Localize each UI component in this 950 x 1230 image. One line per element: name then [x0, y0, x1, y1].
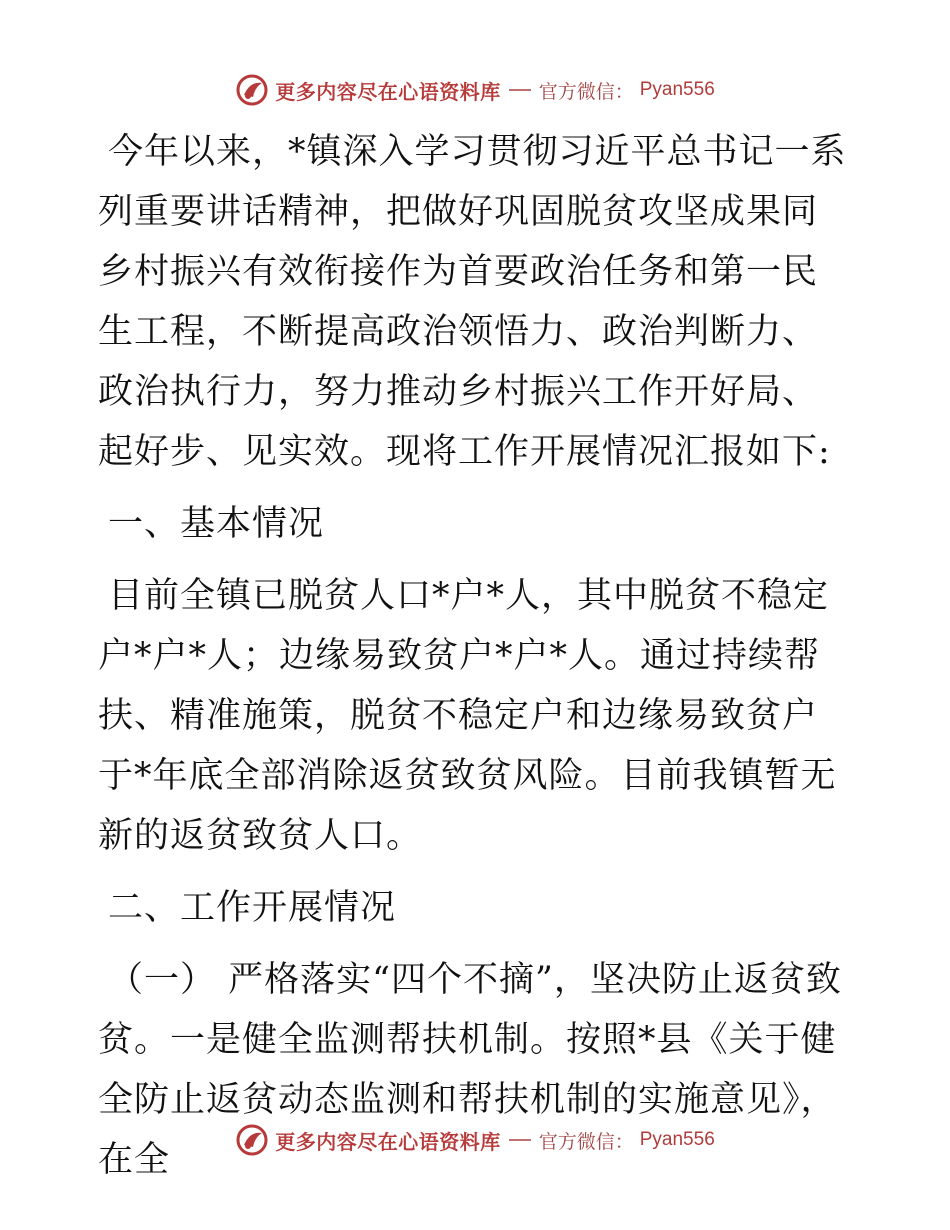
watermark-wechat-id: Pyan556: [639, 1129, 715, 1150]
section1-paragraph: 目前全镇已脱贫人口*户*人，其中脱贫不稳定户*户*人；边缘易致贫户*户*人。通过持续帮扶、精准施策，脱贫不稳定户和边缘易致贫户于*年底全部消除返贫致贫风险。目前我镇暂无新的返贫致贫人口。: [98, 576, 837, 856]
section2-sub1-paragraph: （一） 严格落实“四个不摘”，坚决防止返贫致贫。一是健全监测帮扶机制。按照*县《关于健全防止返贫动态监测和帮扶机制的实施意见》，在全: [98, 960, 842, 1180]
section2-heading: 二、工作开展情况: [108, 888, 397, 928]
watermark-brand-text: 更多内容尽在心语资料库: [275, 79, 501, 104]
watermark-banner-top: [0, 70, 950, 110]
document-body: [98, 122, 850, 1190]
intro-paragraph: 今年以来，*镇深入学习贯彻习近平总书记一系列重要讲话精神，把做好巩固脱贫攻坚成果同乡村振兴有效衔接作为首要政治任务和第一民生工程，不断提高政治领悟力、政治判断力、政治执行力，努力推动乡村振兴工作开好局、起好步、见实效。现将工作开展情况汇报如下:: [98, 132, 847, 472]
watermark-banner-bottom: [0, 1120, 950, 1160]
watermark-official-label: 官方微信：: [538, 1130, 634, 1153]
seal-logo-icon: [235, 73, 269, 107]
section1-heading: 一、基本情况: [108, 504, 325, 544]
watermark-dash: [509, 89, 531, 91]
watermark-wechat-id: Pyan556: [639, 79, 715, 100]
watermark-brand-text: 更多内容尽在心语资料库: [275, 1129, 501, 1154]
seal-logo-icon: [235, 1123, 269, 1157]
watermark-dash: [509, 1139, 531, 1141]
watermark-official-label: 官方微信：: [538, 80, 634, 103]
